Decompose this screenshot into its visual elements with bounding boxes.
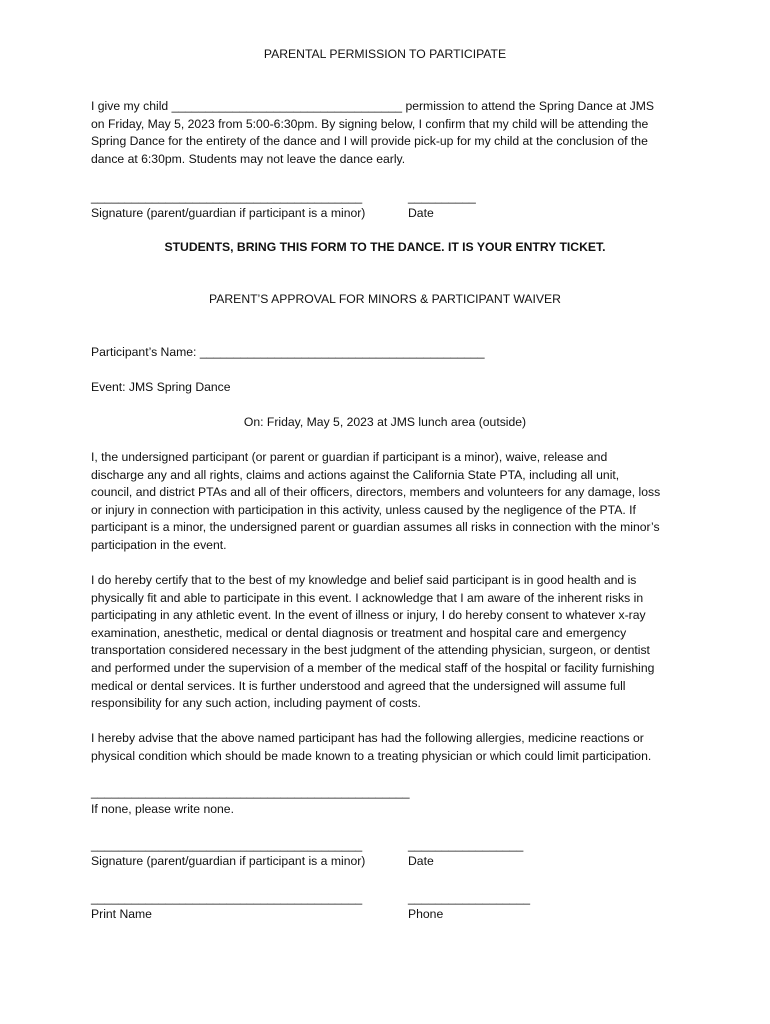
event-label: Event: JMS Spring Dance [91,380,231,394]
permission-paragraph: I give my child __________________________________ permission to attend the Spring Dance at JMS on Friday, May 5, 2023 from 5:00-6:30pm. By signing below, I confirm that my child will be attending the Spring Dance for the entirety of the dance and I will provide pick-up for my child at the conclusion of the dance at 6:30pm. Students may not leave the dance early. [91,99,655,166]
waiver-title: PARENT’S APPROVAL FOR MINORS & PARTICIPANT WAIVER [209,292,561,306]
allergy-hint: If none, please write none. [91,802,234,816]
print-name-label: Print Name [91,907,152,921]
waiver-paragraph: I, the undersigned participant (or parent or guardian if participant is a minor), waive, release and discharge any and all rights, claims and actions against the California State PTA, including all unit, council, and district PTAs and all of their officers, directors, members and volunteers for any damage, loss or injury in connection with participation in this activity, unless caused by the negligence of the PTA. If participant is a minor, the undersigned parent or guardian assumes all risks in connection with the minor’s participation in the event. [91,450,661,552]
phone-line[interactable]: __________________ [408,891,531,905]
phone-label: Phone [408,907,444,921]
print-name-line[interactable]: ________________________________________ [91,891,363,905]
signature-line-2[interactable]: ________________________________________ [91,838,363,852]
signature-label-2: Signature (parent/guardian if participant is a minor) [91,854,366,868]
date-line[interactable]: __________ [408,190,476,204]
allergy-line[interactable]: _______________________________________________ [91,785,410,799]
signature-line[interactable]: ________________________________________ [91,190,363,204]
event-date-location: On: Friday, May 5, 2023 at JMS lunch area (outside) [243,415,527,429]
date-line-2[interactable]: _________________ [408,838,524,852]
signature-label: Signature (parent/guardian if participant is a minor) [91,206,366,220]
form-title: PARENTAL PERMISSION TO PARTICIPATE [263,47,507,61]
participant-name-field[interactable]: Participant’s Name: __________________________________________ [91,345,485,359]
date-label-2: Date [408,854,434,868]
allergy-paragraph: I hereby advise that the above named participant has had the following allergies, medicine reactions or physical condition which should be made known to a treating physician or which could limit participation. [91,731,652,763]
entry-ticket-notice: STUDENTS, BRING THIS FORM TO THE DANCE. IT IS YOUR ENTRY TICKET. [164,240,606,254]
date-label: Date [408,206,434,220]
health-paragraph: I do hereby certify that to the best of my knowledge and belief said participant is in good health and is physically fit and able to participate in this event. I acknowledge that I am aware of the inherent risks in participating in any athletic event. In the event of illness or injury, I do hereby consent to whatever x-ray examination, anesthetic, medical or dental diagnosis or treatment and hospital care and emergency transportation considered necessary in the best judgment of the attending physician, surgeon, or dentist and performed under the supervision of a member of the medical staff of the hospital or facility furnishing medical or dental services. It is further understood and agreed that the undersigned will assume full responsibility for any such action, including payment of costs. [91,573,655,711]
